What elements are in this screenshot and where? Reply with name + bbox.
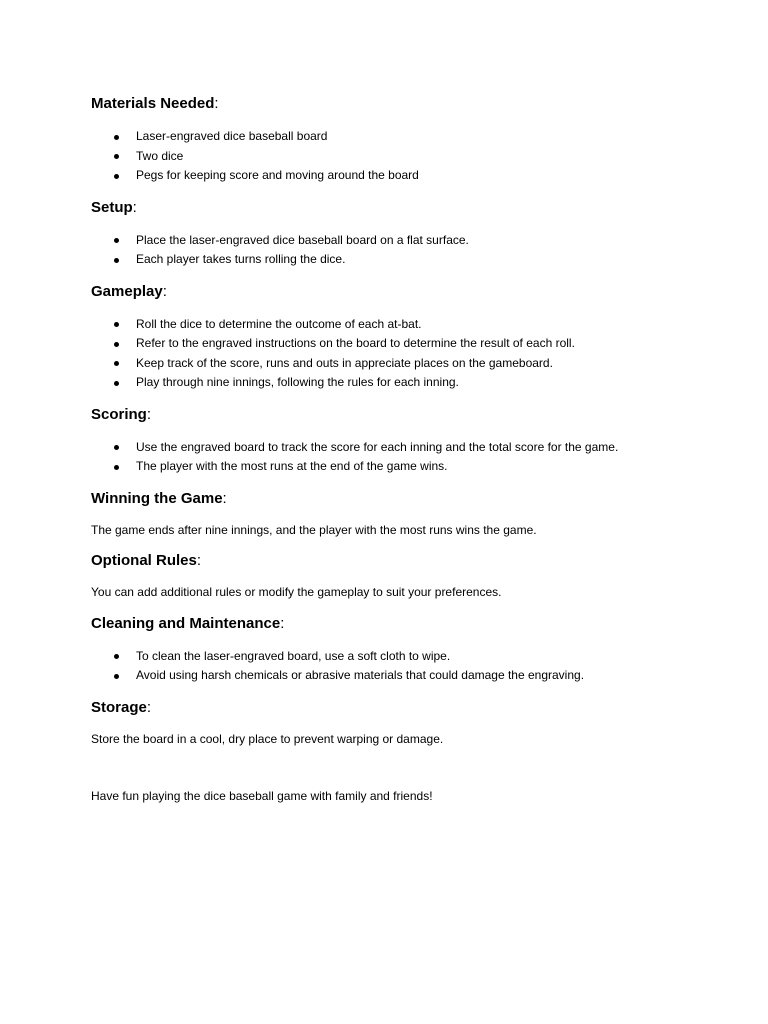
bullet-icon	[114, 342, 119, 347]
heading-colon: :	[132, 198, 137, 216]
heading-text: Storage	[91, 698, 147, 716]
heading-cleaning-and-maintenance	[91, 614, 731, 634]
bullet-icon	[114, 465, 119, 470]
cleaning-list	[91, 647, 731, 686]
heading-text: Optional Rules	[91, 552, 197, 569]
bullet-icon	[114, 381, 119, 386]
heading-colon: :	[222, 489, 227, 507]
bullet-icon	[114, 135, 119, 140]
bullet-icon	[114, 238, 119, 243]
optional-rules-paragraph: You can add additional rules or modify the gameplay to suit your preferences.	[91, 585, 502, 599]
setup-list	[91, 231, 731, 270]
list-item	[91, 457, 731, 477]
materials-list	[91, 127, 731, 186]
heading-text: Cleaning and Maintenance	[91, 614, 281, 632]
document-page	[91, 94, 731, 807]
heading-materials-needed	[91, 94, 731, 114]
bullet-icon	[114, 361, 119, 366]
list-item	[91, 166, 731, 186]
heading-scoring	[91, 405, 731, 425]
heading-gameplay	[91, 282, 731, 302]
list-item	[91, 647, 731, 667]
scoring-list	[91, 438, 731, 477]
list-item-text: Two dice	[136, 148, 184, 163]
list-item	[91, 438, 731, 458]
list-item	[91, 147, 731, 167]
list-item-text: Keep track of the score, runs and outs in appreciate places on the gameboard.	[136, 355, 553, 370]
bullet-icon	[114, 322, 119, 327]
list-item	[91, 666, 731, 686]
list-item-text: Avoid using harsh chemicals or abrasive materials that could damage the engraving.	[136, 668, 585, 682]
heading-text: Gameplay	[91, 282, 163, 300]
heading-colon: :	[146, 698, 152, 716]
winning-paragraph: The game ends after nine innings, and the player with the most runs wins the game.	[91, 522, 537, 537]
list-item-text: Place the laser-engraved dice baseball board on a flat surface.	[136, 232, 469, 247]
list-item-text: Use the engraved board to track the score for each inning and the total score for the game.	[136, 439, 619, 454]
bullet-icon	[114, 154, 119, 159]
bullet-icon	[114, 174, 119, 179]
heading-text: Scoring	[91, 405, 147, 423]
heading-colon: :	[146, 405, 152, 423]
list-item-text: Roll the dice to determine the outcome of each at-bat.	[136, 316, 422, 331]
heading-storage	[91, 698, 731, 718]
list-item-text: Refer to the engraved instructions on the board to determine the result of each roll.	[136, 336, 575, 350]
heading-colon: :	[280, 614, 285, 632]
heading-colon: :	[196, 552, 202, 569]
heading-text: Setup	[91, 198, 133, 216]
heading-colon: :	[162, 282, 167, 300]
list-item	[91, 231, 731, 251]
gameplay-list	[91, 315, 731, 393]
heading-text: Winning the Game	[91, 489, 223, 507]
bullet-icon	[114, 654, 119, 659]
heading-text: Materials Needed	[91, 95, 215, 112]
bullet-icon	[114, 674, 119, 679]
list-item	[91, 250, 731, 270]
list-item-text: To clean the laser-engraved board, use a soft cloth to wipe.	[136, 648, 451, 663]
heading-winning-the-game	[91, 489, 731, 509]
list-item-text: Pegs for keeping score and moving around the board	[136, 168, 419, 182]
list-item	[91, 315, 731, 335]
list-item	[91, 127, 731, 147]
list-item	[91, 334, 731, 354]
list-item-text: The player with the most runs at the end of the game wins.	[136, 459, 448, 473]
list-item-text: Each player takes turns rolling the dice.	[136, 252, 346, 266]
heading-setup	[91, 198, 731, 218]
list-item-text: Play through nine innings, following the rules for each inning.	[136, 375, 459, 389]
list-item-text: Laser-engraved dice baseball board	[136, 129, 328, 143]
storage-paragraph: Store the board in a cool, dry place to prevent warping or damage.	[91, 731, 444, 746]
bullet-icon	[114, 258, 119, 263]
closing-paragraph: Have fun playing the dice baseball game with family and friends!	[91, 789, 433, 803]
heading-optional-rules	[91, 551, 731, 571]
list-item	[91, 373, 731, 393]
list-item	[91, 354, 731, 374]
heading-colon: :	[214, 95, 219, 112]
bullet-icon	[114, 445, 119, 450]
